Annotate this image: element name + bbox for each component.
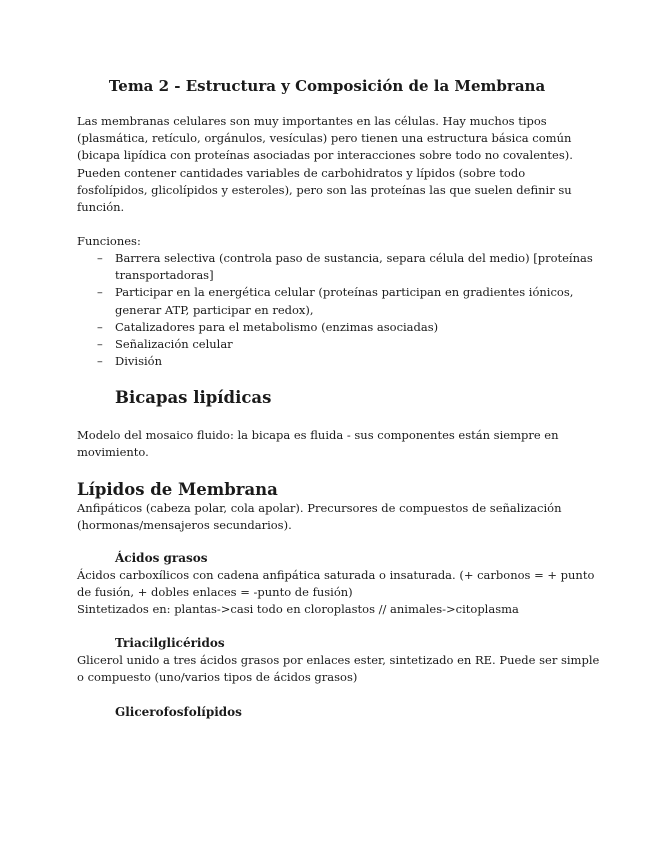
bicapas-heading: Bicapas lipídicas — [115, 388, 272, 407]
text-line: Pueden contener cantidades variables de carbohidratos y lípidos (sobre todo — [77, 165, 526, 180]
text-line: (plasmática, retículo, orgánulos, vesículas) pero tienen una estructura básica común — [77, 131, 572, 146]
text-line: División — [115, 354, 162, 369]
text-line: generar ATP, participar en redox), — [115, 302, 314, 317]
intro-paragraph — [77, 113, 577, 216]
text-line: Las membranas celulares son muy importantes en las células. Hay muchos tipos — [77, 114, 547, 128]
dash-bullet: – — [97, 354, 103, 369]
document-title: Tema 2 - Estructura y Composición de la Membrana — [108, 77, 546, 95]
list-item — [97, 336, 577, 353]
triacil-paragraph — [77, 652, 600, 686]
bicapas-paragraph — [77, 427, 577, 461]
text-line: Sintetizados en: plantas->casi todo en cloroplastos // animales->citoplasma — [77, 602, 519, 617]
list-item — [97, 250, 593, 284]
triacil-heading: Triacilglicéridos — [115, 636, 225, 650]
dash-bullet: – — [97, 319, 103, 334]
list-item — [97, 319, 577, 336]
text-line: (hormonas/mensajeros secundarios). — [77, 518, 292, 533]
acidos-paragraph — [77, 567, 595, 619]
list-item — [97, 353, 577, 370]
text-line: Modelo del mosaico fluido: la bicapa es fluida - sus componentes están siempre en — [77, 428, 559, 442]
funciones-label: Funciones: — [77, 234, 141, 248]
text-line: Participar en la energética celular (proteínas participan en gradientes iónicos, — [115, 285, 574, 300]
lipidos-paragraph — [77, 500, 577, 534]
dash-bullet: – — [97, 337, 103, 352]
dash-bullet: – — [97, 285, 103, 300]
text-line: Catalizadores para el metabolismo (enzimas asociadas) — [115, 319, 439, 334]
list-item — [97, 284, 577, 318]
text-line: o compuesto (uno/varios tipos de ácidos grasos) — [77, 670, 358, 685]
dash-bullet: – — [97, 251, 103, 265]
text-line: Anfipáticos (cabeza polar, cola apolar). Precursores de compuestos de señalización — [77, 501, 562, 515]
text-line: función. — [77, 200, 125, 215]
text-line: Ácidos carboxílicos con cadena anfipática saturada o insaturada. (+ carbonos = + punto — [77, 568, 595, 582]
text-line: (bicapa lipídica con proteínas asociadas por interacciones sobre todo no covalentes). — [77, 148, 573, 163]
text-line: de fusión, + dobles enlaces = -punto de fusión) — [77, 585, 353, 600]
acidos-heading: Ácidos grasos — [115, 551, 208, 565]
text-line: fosfolípidos, glicolípidos y esteroles), pero son las proteínas las que suelen definir su — [77, 182, 572, 197]
text-line: movimiento. — [77, 445, 149, 460]
text-line: Señalización celular — [115, 337, 233, 352]
funciones-list — [97, 250, 593, 370]
text-line: Barrera selectiva (controla paso de sustancia, separa célula del medio) [proteínas — [115, 251, 593, 265]
text-line: Glicerol unido a tres ácidos grasos por enlaces ester, sintetizado en RE. Puede ser simple — [77, 653, 600, 667]
text-line: transportadoras] — [115, 268, 214, 283]
lipidos-heading: Lípidos de Membrana — [77, 480, 278, 499]
glicero-heading: Glicerofosfolípidos — [115, 705, 242, 719]
